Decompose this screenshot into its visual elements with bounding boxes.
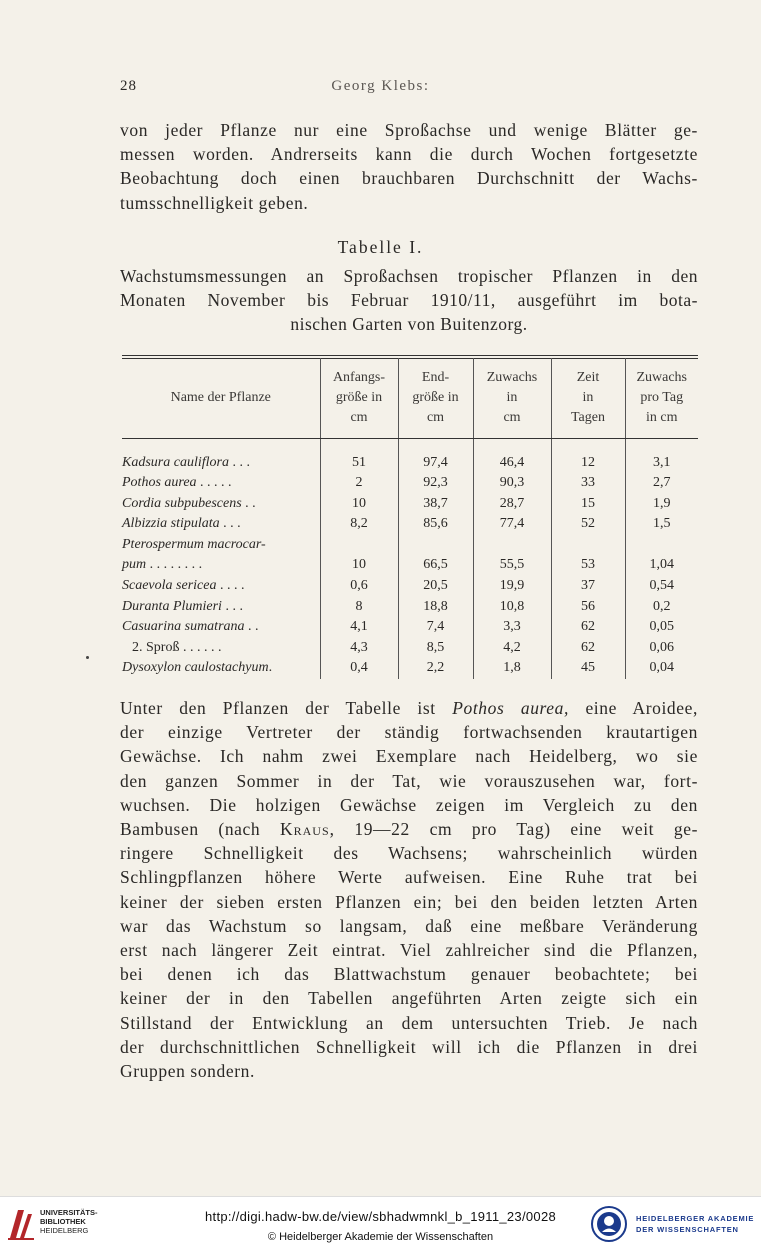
value-cell: 0,54: [625, 576, 698, 597]
value-cell: 15: [551, 494, 625, 515]
column-header-line: cm: [426, 409, 445, 425]
intro-line: tumsschnelligkeit geben.: [120, 192, 309, 213]
value-cell: 8: [320, 597, 398, 618]
body-line: [120, 986, 698, 1010]
column-header-line: in: [582, 389, 594, 405]
value-cell: 46,4: [473, 438, 551, 473]
column-header: [398, 358, 473, 438]
plant-name: Duranta Plumieri: [122, 598, 222, 614]
column-header-line: Tagen: [570, 409, 605, 425]
table-row: [122, 658, 698, 679]
intro-line: messen worden. Andrerseits kann die durch Wochen fortgesetzte: [120, 144, 698, 165]
column-header-line: Name der Pflanze: [170, 389, 271, 405]
text-segment: der einzige Vertreter der ständig fortwachsenden krautartigen: [120, 722, 698, 743]
value-cell: 56: [551, 597, 625, 618]
small-caps-text: Kraus: [280, 819, 330, 840]
text-segment: , 19—22 cm pro Tag) eine weit ge-: [329, 819, 699, 840]
body-line: [120, 1059, 698, 1083]
body-paragraph: [120, 696, 698, 1083]
ub-line1: UNIVERSITÄTS-: [40, 1208, 98, 1217]
text-segment: wuchsen. Die holzigen Gewächse zeigen im Vergleich zu den: [120, 794, 698, 815]
value-cell: 2: [320, 473, 398, 494]
plant-name-cell: [122, 535, 320, 556]
value-cell: 1,5: [625, 514, 698, 535]
value-cell: 1,9: [625, 494, 698, 515]
value-cell: 0,04: [625, 658, 698, 679]
column-header-line: Anfangs-: [332, 369, 386, 385]
value-cell: 92,3: [398, 473, 473, 494]
text-segment: Schlingpflanzen höhere Werte aufweisen. Eine Ruhe trat bei: [120, 867, 698, 888]
plant-name: Pterospermum macrocar-: [122, 536, 266, 552]
value-cell: 33: [551, 473, 625, 494]
body-line: [120, 890, 698, 914]
table-row: [122, 638, 698, 659]
value-cell: 77,4: [473, 514, 551, 535]
body-line: [120, 720, 698, 744]
value-cell: 52: [551, 514, 625, 535]
caption-line: nischen Garten von Buitenzorg.: [290, 314, 528, 334]
plant-name-cell: [122, 638, 320, 659]
table-header-row: [122, 358, 698, 438]
plant-name: 2. Sproß: [132, 639, 180, 655]
value-cell: [320, 535, 398, 556]
leader-dots: . . . . . . . .: [146, 557, 203, 573]
text-segment: Bambusen (nach: [120, 819, 280, 840]
text-segment: Unter den Pflanzen der Tabelle ist: [120, 698, 453, 718]
text-segment: erst nach längerer Zeit eintrat. Viel zahlreicher sind die Pflanzen,: [120, 940, 698, 961]
value-cell: 1,8: [473, 658, 551, 679]
column-header-line: Zuwachs: [486, 369, 538, 385]
italic-text: Pothos aurea,: [452, 698, 569, 718]
column-header-line: cm: [503, 409, 521, 425]
plant-name-cell: [122, 617, 320, 638]
value-cell: 0,06: [625, 638, 698, 659]
body-line: [120, 1011, 698, 1035]
ak-line1: HEIDELBERGER AKADEMIE: [636, 1214, 755, 1223]
plant-name: Kadsura cauliflora: [122, 454, 229, 470]
leader-dots: . .: [241, 495, 256, 511]
body-line: [120, 841, 698, 865]
value-cell: 0,6: [320, 576, 398, 597]
academy-seal-icon: [590, 1205, 628, 1243]
ub-line3: HEIDELBERG: [40, 1226, 89, 1235]
text-segment: Gruppen sondern.: [120, 1061, 255, 1082]
column-header: [122, 358, 320, 438]
body-line: [120, 793, 698, 817]
value-cell: 45: [551, 658, 625, 679]
table-title: Tabelle I.: [337, 237, 424, 257]
leader-dots: . .: [244, 619, 259, 635]
value-cell: [551, 535, 625, 556]
leader-dots: .: [268, 660, 273, 676]
value-cell: 8,2: [320, 514, 398, 535]
body-line: [120, 769, 698, 793]
value-cell: 53: [551, 555, 625, 576]
value-cell: 3,1: [625, 438, 698, 473]
value-cell: 37: [551, 576, 625, 597]
column-header: [625, 358, 698, 438]
body-line: [120, 914, 698, 938]
value-cell: [625, 535, 698, 556]
table-row: [122, 438, 698, 473]
value-cell: 62: [551, 638, 625, 659]
value-cell: 0,05: [625, 617, 698, 638]
plant-name: Albizzia stipulata: [122, 516, 220, 532]
value-cell: 0,2: [625, 597, 698, 618]
value-cell: 4,1: [320, 617, 398, 638]
column-header: [320, 358, 398, 438]
leader-dots: . . . . . .: [179, 639, 222, 655]
table-row: [122, 514, 698, 535]
value-cell: 51: [320, 438, 398, 473]
table-row: [122, 617, 698, 638]
value-cell: 12: [551, 438, 625, 473]
value-cell: 19,9: [473, 576, 551, 597]
column-header-line: Zeit: [576, 369, 600, 385]
leader-dots: . . . .: [216, 578, 245, 594]
body-line: [120, 962, 698, 986]
table-row: [122, 576, 698, 597]
intro-line: Beobachtung doch einen brauchbaren Durchschnitt der Wachs-: [120, 168, 698, 189]
text-segment: keiner der sieben ersten Pflanzen ein; bei den beiden letzten Arten: [120, 891, 698, 912]
table-row: [122, 555, 698, 576]
text-segment: Gewächse. Ich nahm zwei Exemplare nach Heidelberg, wo sie: [120, 746, 698, 767]
text-segment: keiner der in den Tabellen angeführten Arten zeigte sich ein: [120, 988, 698, 1009]
table-row: [122, 473, 698, 494]
body-line: [120, 1035, 698, 1059]
intro-paragraph: [120, 118, 698, 215]
plant-name-cell: [122, 494, 320, 515]
value-cell: 18,8: [398, 597, 473, 618]
column-header-line: größe in: [412, 389, 459, 405]
plant-name: Pothos aurea: [122, 475, 197, 491]
copyright-notice: © Heidelberger Akademie der Wissenschaften: [267, 1231, 494, 1243]
permalink-url[interactable]: http://digi.hadw-bw.de/view/sbhadwmnkl_b_1911_23/0028: [205, 1209, 556, 1224]
value-cell: 85,6: [398, 514, 473, 535]
value-cell: 2,2: [398, 658, 473, 679]
plant-name-cell: [122, 438, 320, 473]
value-cell: [398, 535, 473, 556]
value-cell: 1,04: [625, 555, 698, 576]
table-row: [122, 494, 698, 515]
caption-line: Wachstumsmessungen an Sproßachsen tropischer Pflanzen in den: [120, 266, 698, 286]
value-cell: 55,5: [473, 555, 551, 576]
column-header-line: in cm: [646, 409, 678, 425]
value-cell: 4,2: [473, 638, 551, 659]
body-line: [120, 817, 698, 841]
text-segment: eine Aroidee,: [569, 698, 698, 718]
ink-speck: [86, 656, 89, 659]
value-cell: 38,7: [398, 494, 473, 515]
plant-name-cell: [122, 473, 320, 494]
plant-name: Casuarina sumatrana: [122, 619, 245, 635]
column-header-line: End-: [421, 369, 450, 385]
measurement-table: [122, 358, 698, 679]
caption-line: Monaten November bis Februar 1910/11, ausgeführt im bota-: [120, 290, 698, 310]
body-line: [120, 696, 698, 720]
value-cell: 28,7: [473, 494, 551, 515]
text-segment: der durchschnittlichen Schnelligkeit will ich die Pflanzen in drei: [120, 1036, 698, 1057]
value-cell: 3,3: [473, 617, 551, 638]
value-cell: 4,3: [320, 638, 398, 659]
body-line: [120, 938, 698, 962]
body-line: [120, 744, 698, 768]
text-segment: bei denen ich das Blattwachstum genauer beobachtete; bei: [120, 964, 698, 985]
leader-dots: . . .: [221, 598, 243, 614]
text-segment: Stillstand der Entwicklung an dem untersuchten Trieb. Je nach: [120, 1012, 698, 1033]
text-segment: ringere Schnelligkeit des Wachsens; wahrscheinlich würden: [120, 843, 698, 864]
table-row: [122, 535, 698, 556]
plant-name: pum: [122, 557, 147, 573]
value-cell: 66,5: [398, 555, 473, 576]
value-cell: 10,8: [473, 597, 551, 618]
value-cell: 90,3: [473, 473, 551, 494]
plant-name-cell: [122, 576, 320, 597]
ub-line2: BIBLIOTHEK: [40, 1217, 86, 1226]
value-cell: 8,5: [398, 638, 473, 659]
value-cell: 10: [320, 494, 398, 515]
column-header-line: Zuwachs: [636, 369, 688, 385]
plant-name-cell: [122, 658, 320, 679]
table-row: [122, 597, 698, 618]
column-header: [551, 358, 625, 438]
column-header-line: cm: [350, 409, 368, 425]
plant-name-cell: [122, 597, 320, 618]
value-cell: 97,4: [398, 438, 473, 473]
column-header: [473, 358, 551, 438]
plant-name-cell: [122, 514, 320, 535]
text-segment: den ganzen Sommer in der Tat, wie vorauszusehen war, fort-: [120, 770, 698, 791]
table-caption: [120, 264, 698, 336]
value-cell: 20,5: [398, 576, 473, 597]
text-segment: war das Wachstum so langsam, daß eine meßbare Veränderung: [120, 915, 698, 936]
value-cell: 62: [551, 617, 625, 638]
page-number: 28: [120, 78, 137, 94]
value-cell: 2,7: [625, 473, 698, 494]
leader-dots: . . . . .: [196, 475, 232, 491]
value-cell: [473, 535, 551, 556]
running-title: Georg Klebs:: [331, 78, 430, 94]
body-line: [120, 865, 698, 889]
intro-line: von jeder Pflanze nur eine Sproßachse und wenige Blätter ge-: [120, 120, 698, 140]
plant-name-cell: [122, 555, 320, 576]
plant-name: Scaevola sericea: [122, 578, 217, 594]
value-cell: 0,4: [320, 658, 398, 679]
leader-dots: . . .: [219, 516, 241, 532]
plant-name: Cordia subpubescens: [122, 495, 242, 511]
value-cell: 7,4: [398, 617, 473, 638]
academy-name: [636, 1213, 754, 1235]
column-header-line: größe in: [335, 389, 383, 405]
plant-name: Dysoxylon caulostachyum: [122, 660, 269, 676]
value-cell: 10: [320, 555, 398, 576]
ak-line2: DER WISSENSCHAFTEN: [636, 1225, 739, 1234]
leader-dots: . . .: [228, 454, 250, 470]
column-header-line: in: [506, 389, 518, 405]
column-header-line: pro Tag: [640, 389, 684, 405]
